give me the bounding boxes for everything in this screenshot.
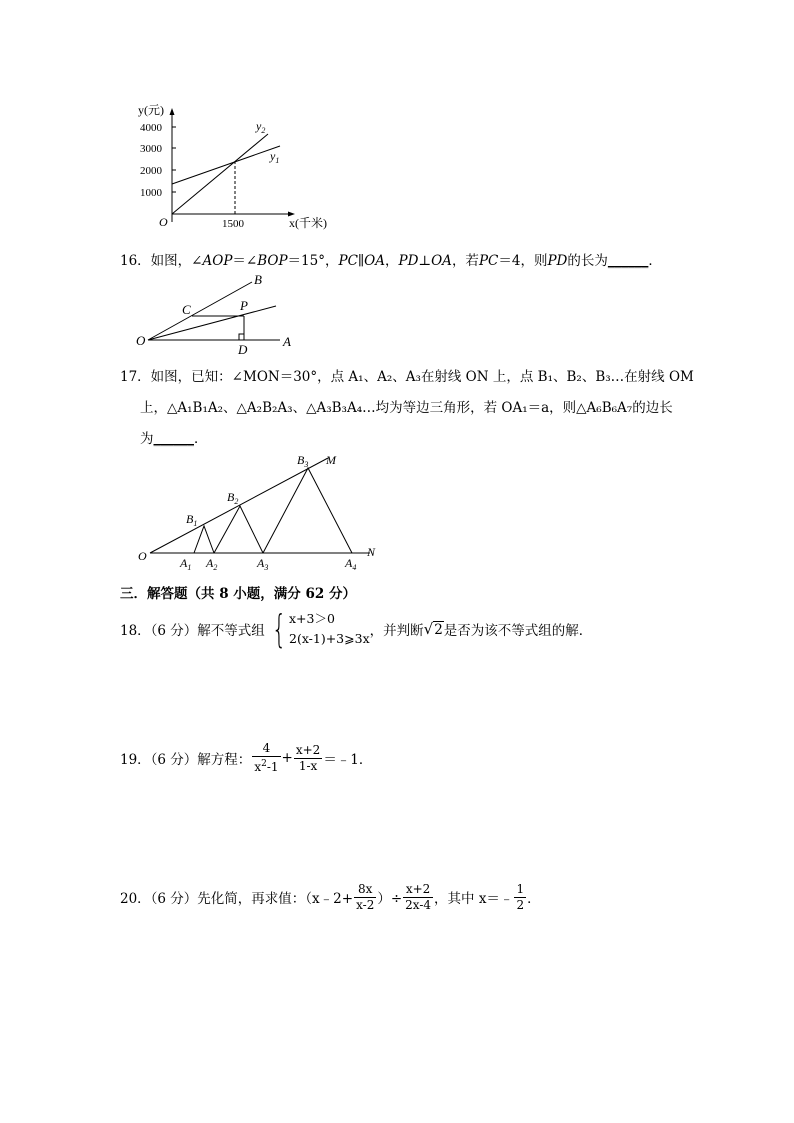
answer-blank[interactable]: ______ xyxy=(153,431,194,447)
y-axis-label: y(元) xyxy=(138,103,164,117)
label-A2: $A_2$ xyxy=(206,556,218,572)
y-tick-label: 4000 xyxy=(140,122,162,134)
triangle-2 xyxy=(214,506,263,553)
fraction-1: $\frac{8x}{x-2}$ xyxy=(356,881,375,912)
label-A3: $A_3$ xyxy=(257,556,269,572)
q17-line2: 上，△A₁B₁A₂、△A₂B₂A₃、△A₃B₃A₄…均为等边三角形，若 OA₁＝a，则△A₆B₆A₇的边长 xyxy=(140,400,673,416)
label-A4: $A_4$ xyxy=(345,556,357,572)
y-tick-label: 1000 xyxy=(140,187,162,199)
label-P: P xyxy=(240,298,248,313)
answer-blank[interactable]: ______ xyxy=(607,253,649,269)
q16-figure xyxy=(130,270,300,358)
label-M: M xyxy=(326,453,336,467)
label-B2: $B_2$ xyxy=(227,490,239,506)
triangle-3 xyxy=(263,468,352,553)
line-y1 xyxy=(172,146,280,184)
label-B3: $B_3$ xyxy=(297,453,309,469)
label-C: C xyxy=(182,302,191,317)
q20-text: 20．（6 分）先化简，再求值：（x﹣2+ $\frac{8x}{x-2}$ ）÷ $\frac{x+2}{2x-4}$ ，其中 x＝﹣ $\frac{1}{2}$ ． xyxy=(120,881,541,912)
fraction-2: $\frac{x+2}{2x-4}$ xyxy=(405,881,432,912)
label-D: D xyxy=(238,342,248,357)
fraction-2: $\frac{x+2}{1-x}$ xyxy=(295,742,321,773)
label-O: O xyxy=(136,333,146,348)
q16-text: 16．如图，∠AOP＝∠BOP＝15°，PC∥OA，PD⊥OA，若PC＝4，则PD的长为______． xyxy=(120,253,662,269)
inequality-1: x+3＞0 xyxy=(289,611,335,626)
inequality-2: 2(x-1)+3⩾3x xyxy=(289,631,370,646)
right-angle-mark xyxy=(239,334,244,340)
line-y2 xyxy=(172,134,268,214)
ray-OP xyxy=(148,306,276,340)
section-title: 三．解答题（共 8 小题，满分 62 分） xyxy=(120,586,356,602)
q19-text: 19．（6 分）解方程： $\frac{4}{x^2-1}$ + $\frac{x+2}{1-x}$ ＝﹣1． xyxy=(120,741,373,774)
label-A: A xyxy=(283,334,291,349)
ray-OB xyxy=(148,282,252,340)
x-tick-label: 1500 xyxy=(222,218,244,230)
inequality-system xyxy=(267,609,370,649)
label-N: N xyxy=(367,545,376,559)
fraction-3: $\frac{1}{2}$ xyxy=(516,881,525,912)
sqrt-expression: √ 2 xyxy=(423,620,443,638)
q17-figure xyxy=(134,450,390,576)
label-B: B xyxy=(254,272,262,287)
triangle-1 xyxy=(194,526,214,553)
y-tick-label: 2000 xyxy=(140,165,162,177)
ray-OM xyxy=(150,458,328,553)
left-brace: { xyxy=(271,607,287,651)
line-y2-label: $y_2$ xyxy=(256,119,266,135)
x-axis-label: x(千米) xyxy=(289,216,327,230)
fraction-1: $\frac{4}{x^2-1}$ xyxy=(254,741,279,774)
q15-graph xyxy=(128,100,327,232)
origin-label: O xyxy=(159,215,168,229)
label-O: O xyxy=(138,549,147,563)
q18-text: 18．（6 分）解不等式组 { x+3＞0 2(x-1)+3⩾3x ，并判断 √ 2 是否为该不等式组的解． xyxy=(120,607,593,651)
y-tick-label: 3000 xyxy=(140,143,162,155)
q17-line3: 为______． xyxy=(140,431,208,447)
label-A1: $A_1$ xyxy=(180,556,192,572)
q17-line1: 17．如图，已知：∠MON＝30°，点 A₁、A₂、A₃在射线 ON 上，点 B₁、B₂、B₃…在射线 OM xyxy=(120,369,694,385)
label-B1: $B_1$ xyxy=(186,512,198,528)
y-axis-arrow xyxy=(170,108,175,115)
line-y1-label: $y_1$ xyxy=(270,149,280,165)
